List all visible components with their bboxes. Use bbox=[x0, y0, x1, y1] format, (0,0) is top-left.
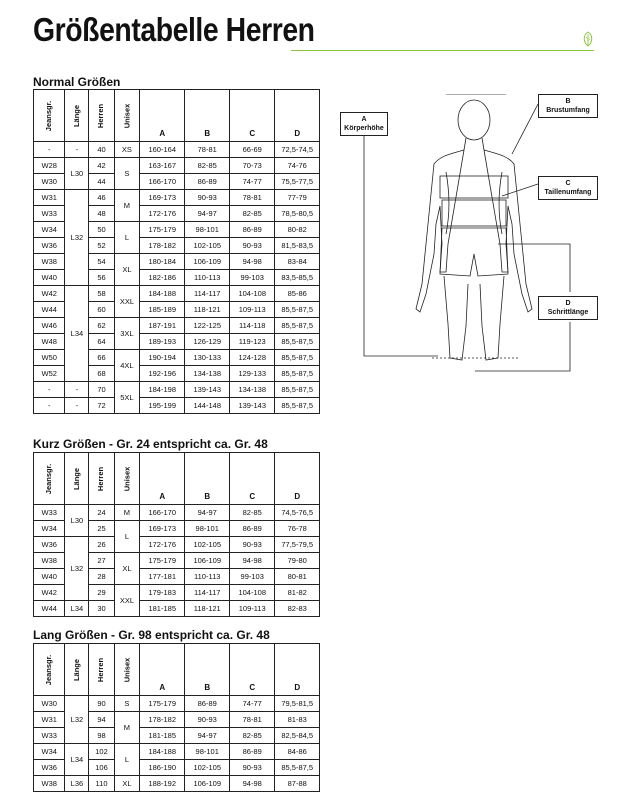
col-herren-header: Herren bbox=[89, 453, 114, 505]
cell-herren: 48 bbox=[89, 206, 114, 222]
cell-herren: 68 bbox=[89, 366, 114, 382]
col-d-header: D bbox=[275, 644, 320, 696]
cell-jeans: W38 bbox=[34, 553, 65, 569]
cell-d: 83,5-85,5 bbox=[275, 270, 320, 286]
table-row bbox=[34, 744, 320, 760]
cell-unisex: L bbox=[114, 222, 140, 254]
cell-d: 79,5-81,5 bbox=[275, 696, 320, 712]
cell-unisex: XS bbox=[114, 142, 140, 158]
cell-a: 178-182 bbox=[140, 712, 185, 728]
cell-d: 72,5-74,5 bbox=[275, 142, 320, 158]
cell-d: 83-84 bbox=[275, 254, 320, 270]
cell-a: 177-181 bbox=[140, 569, 185, 585]
cell-c: 109-113 bbox=[230, 601, 275, 617]
col-c-header: C bbox=[230, 90, 275, 142]
cell-b: 98-101 bbox=[185, 222, 230, 238]
col-b-header: B bbox=[185, 644, 230, 696]
title-underline bbox=[291, 50, 594, 51]
col-herren-header: Herren bbox=[89, 90, 114, 142]
cell-unisex: XL bbox=[114, 776, 140, 792]
col-b-header: B bbox=[185, 453, 230, 505]
cell-b: 139-143 bbox=[185, 382, 230, 398]
cell-jeans: W46 bbox=[34, 318, 65, 334]
cell-unisex: XL bbox=[114, 254, 140, 286]
cell-a: 186-190 bbox=[140, 760, 185, 776]
label-d-schrittlaenge: D Schrittlänge bbox=[538, 296, 598, 320]
cell-unisex: L bbox=[114, 744, 140, 776]
cell-herren: 106 bbox=[89, 760, 114, 776]
col-jeans-header: Jeansgr. bbox=[34, 90, 65, 142]
cell-b: 110-113 bbox=[185, 569, 230, 585]
cell-unisex: 5XL bbox=[114, 382, 140, 414]
cell-a: 184-188 bbox=[140, 286, 185, 302]
cell-jeans: - bbox=[34, 142, 65, 158]
cell-d: 75,5-77,5 bbox=[275, 174, 320, 190]
col-b-header: B bbox=[185, 90, 230, 142]
cell-laenge: L34 bbox=[65, 744, 89, 776]
col-laenge-header: Länge bbox=[65, 90, 89, 142]
cell-laenge: L34 bbox=[65, 286, 89, 382]
cell-c: 94-98 bbox=[230, 776, 275, 792]
cell-a: 175-179 bbox=[140, 553, 185, 569]
cell-c: 139-143 bbox=[230, 398, 275, 414]
kurz-size-table bbox=[33, 452, 320, 617]
cell-c: 99-103 bbox=[230, 569, 275, 585]
cell-c: 66-69 bbox=[230, 142, 275, 158]
cell-a: 175-179 bbox=[140, 222, 185, 238]
cell-d: 85,5-87,5 bbox=[275, 350, 320, 366]
cell-c: 74-77 bbox=[230, 174, 275, 190]
cell-herren: 62 bbox=[89, 318, 114, 334]
cell-a: 195-199 bbox=[140, 398, 185, 414]
body-measurement-figure bbox=[340, 94, 600, 394]
cell-unisex: M bbox=[114, 505, 140, 521]
table-row bbox=[34, 382, 320, 398]
cell-jeans: W38 bbox=[34, 254, 65, 270]
cell-laenge: - bbox=[65, 382, 89, 398]
table-row bbox=[34, 601, 320, 617]
table-row bbox=[34, 158, 320, 174]
cell-b: 82-85 bbox=[185, 158, 230, 174]
cell-a: 181-185 bbox=[140, 728, 185, 744]
cell-c: 104-108 bbox=[230, 585, 275, 601]
cell-d: 78,5-80,5 bbox=[275, 206, 320, 222]
cell-herren: 102 bbox=[89, 744, 114, 760]
cell-b: 86-89 bbox=[185, 174, 230, 190]
cell-b: 144-148 bbox=[185, 398, 230, 414]
cell-laenge: L34 bbox=[65, 601, 89, 617]
cell-unisex: M bbox=[114, 190, 140, 222]
table-row bbox=[34, 190, 320, 206]
col-jeans-header: Jeansgr. bbox=[34, 644, 65, 696]
cell-d: 85-86 bbox=[275, 286, 320, 302]
cell-unisex: S bbox=[114, 696, 140, 712]
cell-b: 98-101 bbox=[185, 744, 230, 760]
cell-jeans: W50 bbox=[34, 350, 65, 366]
table-header-row bbox=[34, 453, 320, 505]
cell-herren: 90 bbox=[89, 696, 114, 712]
cell-herren: 52 bbox=[89, 238, 114, 254]
normal-section-title: Normal Größen bbox=[33, 75, 121, 89]
cell-a: 160-164 bbox=[140, 142, 185, 158]
cell-jeans: W33 bbox=[34, 728, 65, 744]
cell-c: 119-123 bbox=[230, 334, 275, 350]
cell-b: 94-97 bbox=[185, 505, 230, 521]
cell-jeans: W36 bbox=[34, 238, 65, 254]
cell-c: 78-81 bbox=[230, 712, 275, 728]
cell-a: 175-179 bbox=[140, 696, 185, 712]
cell-herren: 24 bbox=[89, 505, 114, 521]
cell-b: 102-105 bbox=[185, 537, 230, 553]
cell-a: 185-189 bbox=[140, 302, 185, 318]
cell-b: 98-101 bbox=[185, 521, 230, 537]
col-jeans-header: Jeansgr. bbox=[34, 453, 65, 505]
cell-b: 130-133 bbox=[185, 350, 230, 366]
cell-b: 102-105 bbox=[185, 238, 230, 254]
cell-herren: 98 bbox=[89, 728, 114, 744]
cell-jeans: W40 bbox=[34, 270, 65, 286]
cell-unisex: XL bbox=[114, 553, 140, 585]
cell-b: 78-81 bbox=[185, 142, 230, 158]
cell-jeans: W42 bbox=[34, 585, 65, 601]
cell-d: 80-82 bbox=[275, 222, 320, 238]
col-a-header: A bbox=[140, 453, 185, 505]
cell-c: 90-93 bbox=[230, 760, 275, 776]
cell-a: 166-170 bbox=[140, 505, 185, 521]
cell-b: 114-117 bbox=[185, 585, 230, 601]
col-herren-header: Herren bbox=[89, 644, 114, 696]
cell-unisex: L bbox=[114, 521, 140, 553]
cell-herren: 28 bbox=[89, 569, 114, 585]
label-a-koerperhoehe: A Körperhöhe bbox=[340, 112, 388, 136]
cell-laenge: - bbox=[65, 398, 89, 414]
cell-c: 86-89 bbox=[230, 521, 275, 537]
cell-a: 180-184 bbox=[140, 254, 185, 270]
cell-jeans: W28 bbox=[34, 158, 65, 174]
cell-b: 114-117 bbox=[185, 286, 230, 302]
cell-herren: 42 bbox=[89, 158, 114, 174]
cell-b: 122-125 bbox=[185, 318, 230, 334]
col-a-header: A bbox=[140, 644, 185, 696]
cell-herren: 46 bbox=[89, 190, 114, 206]
cell-unisex: M bbox=[114, 712, 140, 744]
cell-herren: 29 bbox=[89, 585, 114, 601]
cell-d: 82-83 bbox=[275, 601, 320, 617]
cell-d: 81-82 bbox=[275, 585, 320, 601]
cell-herren: 50 bbox=[89, 222, 114, 238]
cell-d: 85,5-87,5 bbox=[275, 382, 320, 398]
cell-jeans: W40 bbox=[34, 569, 65, 585]
cell-a: 178-182 bbox=[140, 238, 185, 254]
cell-d: 81-83 bbox=[275, 712, 320, 728]
cell-a: 172-176 bbox=[140, 537, 185, 553]
cell-laenge: L36 bbox=[65, 776, 89, 792]
cell-b: 90-93 bbox=[185, 190, 230, 206]
table-header-row bbox=[34, 644, 320, 696]
normal-size-table bbox=[33, 89, 320, 414]
cell-a: 163-167 bbox=[140, 158, 185, 174]
cell-b: 102-105 bbox=[185, 760, 230, 776]
cell-jeans: W30 bbox=[34, 174, 65, 190]
cell-c: 104-108 bbox=[230, 286, 275, 302]
cell-unisex: 3XL bbox=[114, 318, 140, 350]
cell-unisex: XXL bbox=[114, 585, 140, 617]
cell-laenge: L32 bbox=[65, 537, 89, 601]
cell-c: 94-98 bbox=[230, 553, 275, 569]
cell-herren: 30 bbox=[89, 601, 114, 617]
cell-d: 82,5-84,5 bbox=[275, 728, 320, 744]
cell-c: 74-77 bbox=[230, 696, 275, 712]
cell-c: 114-118 bbox=[230, 318, 275, 334]
cell-jeans: W34 bbox=[34, 222, 65, 238]
col-d-header: D bbox=[275, 453, 320, 505]
cell-herren: 60 bbox=[89, 302, 114, 318]
table-row bbox=[34, 537, 320, 553]
cell-herren: 64 bbox=[89, 334, 114, 350]
cell-jeans: W42 bbox=[34, 286, 65, 302]
col-c-header: C bbox=[230, 644, 275, 696]
cell-laenge: L30 bbox=[65, 158, 89, 190]
cell-jeans: - bbox=[34, 382, 65, 398]
cell-c: 99-103 bbox=[230, 270, 275, 286]
cell-laenge: L32 bbox=[65, 696, 89, 744]
label-b-brustumfang: B Brustumfang bbox=[538, 94, 598, 118]
cell-d: 85,5-87,5 bbox=[275, 302, 320, 318]
cell-laenge: - bbox=[65, 142, 89, 158]
cell-jeans: W34 bbox=[34, 744, 65, 760]
cell-herren: 40 bbox=[89, 142, 114, 158]
cell-a: 190-194 bbox=[140, 350, 185, 366]
cell-herren: 44 bbox=[89, 174, 114, 190]
cell-b: 110-113 bbox=[185, 270, 230, 286]
cell-laenge: L30 bbox=[65, 505, 89, 537]
cell-jeans: W33 bbox=[34, 206, 65, 222]
cell-b: 126-129 bbox=[185, 334, 230, 350]
cell-c: 78-81 bbox=[230, 190, 275, 206]
cell-c: 134-138 bbox=[230, 382, 275, 398]
cell-jeans: W30 bbox=[34, 696, 65, 712]
cell-jeans: W36 bbox=[34, 760, 65, 776]
cell-herren: 54 bbox=[89, 254, 114, 270]
col-unisex-header: Unisex bbox=[114, 90, 140, 142]
cell-a: 169-173 bbox=[140, 190, 185, 206]
cell-a: 189-193 bbox=[140, 334, 185, 350]
table-row bbox=[34, 696, 320, 712]
cell-unisex: XXL bbox=[114, 286, 140, 318]
col-unisex-header: Unisex bbox=[114, 453, 140, 505]
cell-d: 79-80 bbox=[275, 553, 320, 569]
cell-jeans: - bbox=[34, 398, 65, 414]
cell-unisex: 4XL bbox=[114, 350, 140, 382]
cell-herren: 58 bbox=[89, 286, 114, 302]
cell-c: 90-93 bbox=[230, 238, 275, 254]
cell-a: 188-192 bbox=[140, 776, 185, 792]
label-c-taillenumfang: C Taillenumfang bbox=[538, 176, 598, 200]
cell-a: 181-185 bbox=[140, 601, 185, 617]
kurz-section-title: Kurz Größen - Gr. 24 entspricht ca. Gr. 48 bbox=[33, 437, 268, 451]
cell-a: 166-170 bbox=[140, 174, 185, 190]
cell-a: 169-173 bbox=[140, 521, 185, 537]
cell-d: 80-81 bbox=[275, 569, 320, 585]
cell-d: 85,5-87,5 bbox=[275, 334, 320, 350]
cell-d: 85,5-87,5 bbox=[275, 366, 320, 382]
cell-herren: 70 bbox=[89, 382, 114, 398]
cell-herren: 26 bbox=[89, 537, 114, 553]
cell-jeans: W44 bbox=[34, 302, 65, 318]
cell-jeans: W48 bbox=[34, 334, 65, 350]
cell-herren: 66 bbox=[89, 350, 114, 366]
cell-c: 82-85 bbox=[230, 206, 275, 222]
cell-herren: 110 bbox=[89, 776, 114, 792]
cell-c: 86-89 bbox=[230, 744, 275, 760]
cell-d: 77-79 bbox=[275, 190, 320, 206]
cell-jeans: W34 bbox=[34, 521, 65, 537]
lang-size-table bbox=[33, 643, 320, 792]
cell-b: 90-93 bbox=[185, 712, 230, 728]
cell-jeans: W52 bbox=[34, 366, 65, 382]
lang-section-title: Lang Größen - Gr. 98 entspricht ca. Gr. 48 bbox=[33, 628, 270, 642]
cell-c: 90-93 bbox=[230, 537, 275, 553]
cell-jeans: W36 bbox=[34, 537, 65, 553]
cell-jeans: W33 bbox=[34, 505, 65, 521]
leaf-icon bbox=[582, 31, 594, 47]
cell-jeans: W44 bbox=[34, 601, 65, 617]
cell-herren: 56 bbox=[89, 270, 114, 286]
cell-b: 118-121 bbox=[185, 601, 230, 617]
cell-c: 82-85 bbox=[230, 728, 275, 744]
cell-d: 87-88 bbox=[275, 776, 320, 792]
cell-d: 76-78 bbox=[275, 521, 320, 537]
man-silhouette-icon bbox=[340, 94, 600, 394]
cell-herren: 25 bbox=[89, 521, 114, 537]
col-c-header: C bbox=[230, 453, 275, 505]
cell-jeans: W38 bbox=[34, 776, 65, 792]
cell-herren: 94 bbox=[89, 712, 114, 728]
cell-jeans: W31 bbox=[34, 712, 65, 728]
table-header-row bbox=[34, 90, 320, 142]
cell-c: 129-133 bbox=[230, 366, 275, 382]
cell-laenge: L32 bbox=[65, 190, 89, 286]
cell-herren: 27 bbox=[89, 553, 114, 569]
cell-d: 81,5-83,5 bbox=[275, 238, 320, 254]
table-row bbox=[34, 142, 320, 158]
cell-d: 85,5-87,5 bbox=[275, 318, 320, 334]
cell-d: 85,5-87,5 bbox=[275, 760, 320, 776]
cell-c: 82-85 bbox=[230, 505, 275, 521]
cell-a: 179-183 bbox=[140, 585, 185, 601]
col-laenge-header: Länge bbox=[65, 453, 89, 505]
cell-a: 192-196 bbox=[140, 366, 185, 382]
table-row bbox=[34, 776, 320, 792]
cell-c: 86-89 bbox=[230, 222, 275, 238]
cell-d: 74,5-76,5 bbox=[275, 505, 320, 521]
table-row bbox=[34, 286, 320, 302]
cell-b: 118-121 bbox=[185, 302, 230, 318]
cell-b: 106-109 bbox=[185, 776, 230, 792]
cell-b: 86-89 bbox=[185, 696, 230, 712]
cell-a: 184-188 bbox=[140, 744, 185, 760]
table-row bbox=[34, 398, 320, 414]
cell-herren: 72 bbox=[89, 398, 114, 414]
cell-c: 124-128 bbox=[230, 350, 275, 366]
cell-a: 187-191 bbox=[140, 318, 185, 334]
cell-c: 94-98 bbox=[230, 254, 275, 270]
cell-a: 172-176 bbox=[140, 206, 185, 222]
col-unisex-header: Unisex bbox=[114, 644, 140, 696]
cell-d: 74-76 bbox=[275, 158, 320, 174]
col-a-header: A bbox=[140, 90, 185, 142]
cell-d: 77,5-79,5 bbox=[275, 537, 320, 553]
cell-unisex: S bbox=[114, 158, 140, 190]
cell-a: 184-198 bbox=[140, 382, 185, 398]
cell-d: 84-86 bbox=[275, 744, 320, 760]
table-row bbox=[34, 505, 320, 521]
col-laenge-header: Länge bbox=[65, 644, 89, 696]
cell-a: 182-186 bbox=[140, 270, 185, 286]
cell-b: 106-109 bbox=[185, 254, 230, 270]
cell-b: 94-97 bbox=[185, 728, 230, 744]
col-d-header: D bbox=[275, 90, 320, 142]
cell-c: 109-113 bbox=[230, 302, 275, 318]
cell-jeans: W31 bbox=[34, 190, 65, 206]
cell-c: 70-73 bbox=[230, 158, 275, 174]
cell-b: 106-109 bbox=[185, 553, 230, 569]
page-title: Größentabelle Herren bbox=[33, 11, 315, 48]
cell-d: 85,5-87,5 bbox=[275, 398, 320, 414]
cell-b: 134-138 bbox=[185, 366, 230, 382]
cell-b: 94-97 bbox=[185, 206, 230, 222]
